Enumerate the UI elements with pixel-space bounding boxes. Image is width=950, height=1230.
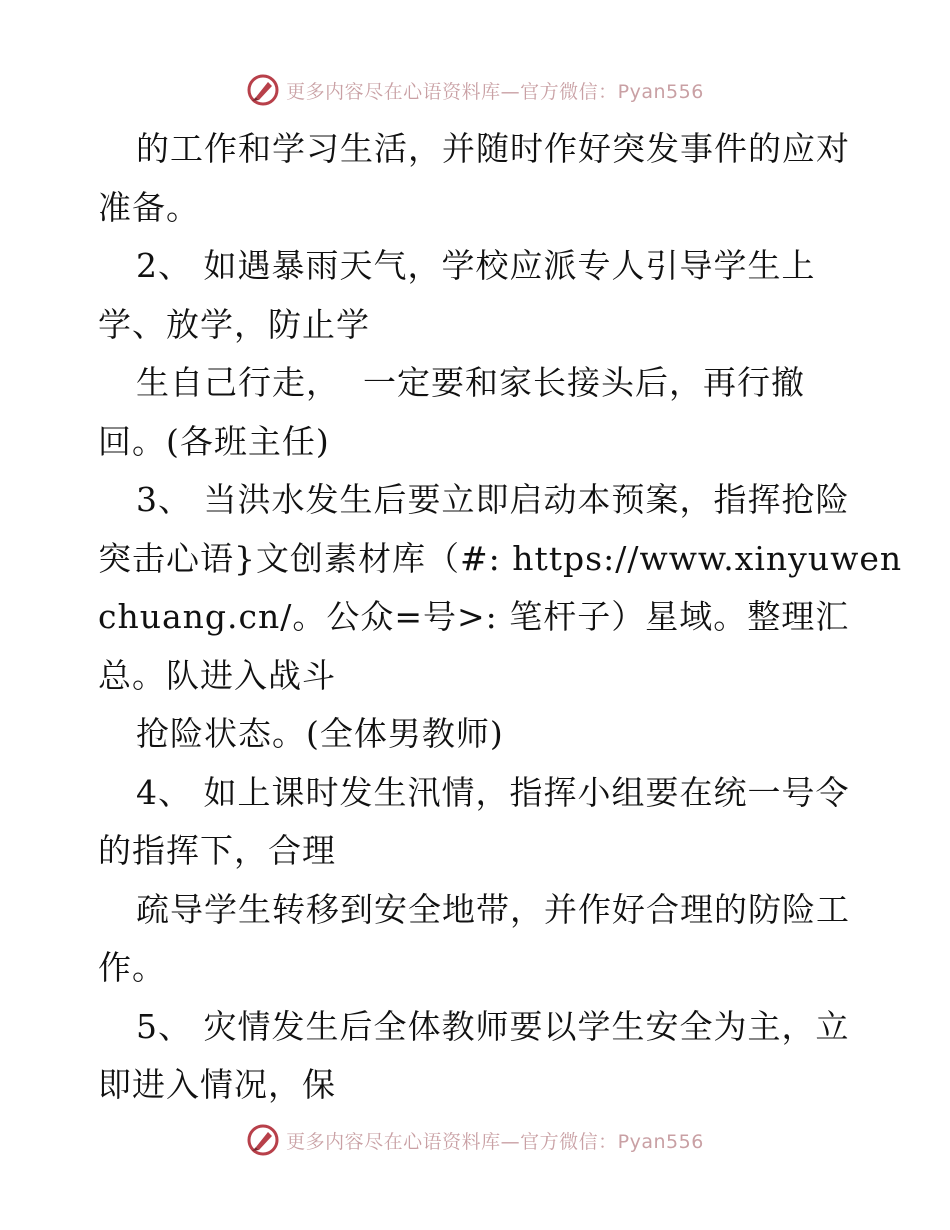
header-banner: [0, 70, 950, 110]
text-line: 3、 当洪水发生后要立即启动本预案，指挥抢险: [136, 480, 850, 519]
text-line: 回。(各班主任): [98, 421, 330, 461]
text-line: 学、放学，防止学: [98, 304, 370, 344]
text-line: 生自己行走， 一定要和家长接头后，再行撤: [136, 363, 805, 402]
pen-nib-logo-icon: [246, 1123, 280, 1157]
footer-banner: [0, 1120, 950, 1160]
footer-banner-text: 更多内容尽在心语资料库—官方微信：Pyan556: [286, 1130, 704, 1153]
text-line: 作。: [98, 948, 166, 987]
document-body: [98, 120, 903, 1115]
text-line: 即进入情况，保: [98, 1065, 336, 1104]
text-line: 准备。: [98, 187, 200, 227]
text-line: 突击心语}文创素材库（#: https://www.xinyuwen: [98, 538, 903, 578]
text-line: 2、 如遇暴雨天气，学校应派专人引导学生上: [136, 246, 816, 285]
header-banner-text: 更多内容尽在心语资料库—官方微信：Pyan556: [286, 80, 704, 103]
text-line: 抢险状态。(全体男教师): [136, 714, 504, 753]
text-line: 疏导学生转移到安全地带，并作好合理的防险工: [136, 889, 850, 929]
text-line: 总。队进入战斗: [98, 655, 336, 695]
pen-nib-logo-icon: [246, 73, 280, 107]
text-line: 的指挥下，合理: [98, 831, 336, 870]
text-line: 5、 灾情发生后全体教师要以学生安全为主，立: [136, 1006, 850, 1046]
text-line: 的工作和学习生活，并随时作好突发事件的应对: [136, 129, 850, 168]
text-line: 4、 如上课时发生汛情，指挥小组要在统一号令: [136, 772, 850, 812]
text-line: chuang.cn/。公众=号>: 笔杆子）星域。整理汇: [98, 597, 850, 636]
